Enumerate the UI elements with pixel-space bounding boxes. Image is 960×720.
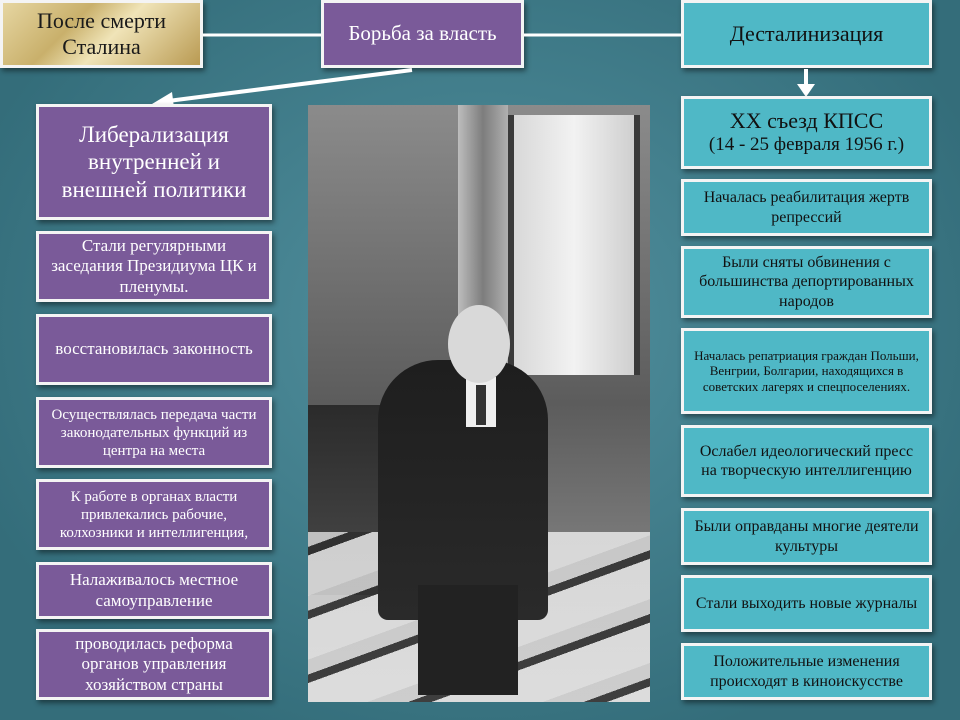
photo-figure-legs [418,585,518,695]
destalinization-box: Десталинизация [681,0,932,68]
right-item-7: Положительные изменения происходят в киноискусстве [681,643,932,700]
congress-dates: (14 - 25 февраля 1956 г.) [708,134,905,156]
photo-window [508,115,640,375]
left-item-4: К работе в органах власти привлекались рабочие, колхозники и интеллигенция, [36,479,272,550]
left-item-2: восстановилась законность [36,314,272,385]
right-item-2: Были сняты обвинения с большинства депортированных народов [681,246,932,318]
khrushchev-photo [308,105,650,702]
photo-figure-body [378,360,548,620]
right-item-1: Началась реабилитация жертв репрессий [681,179,932,236]
after-stalin-box: После смерти Сталина [0,0,203,68]
liberalization-title-box: Либерализация внутренней и внешней политики [36,104,272,220]
power-struggle-box: Борьба за власть [321,0,524,68]
right-item-3: Началась репатриация граждан Польши, Венгрии, Болгарии, находящихся в советских лагерях и спецпоселениях. [681,328,932,414]
right-item-5: Были оправданы многие деятели культуры [681,508,932,565]
congress-box [681,96,932,169]
right-item-6: Стали выходить новые журналы [681,575,932,632]
arrow-to-liberalization [168,70,412,101]
left-item-1: Стали регулярными заседания Президиума ЦК и пленумы. [36,231,272,302]
right-item-4: Ослабел идеологический пресс на творческую интеллигенцию [681,425,932,497]
photo-figure-tie [476,385,486,425]
left-item-3: Осуществлялась передача части законодательных функций из центра на места [36,397,272,468]
congress-title: XX съезд КПСС [729,107,884,133]
photo-figure-head [448,305,510,383]
left-item-6: проводилась реформа органов управления хозяйством страны [36,629,272,700]
left-item-5: Налаживалось местное самоуправление [36,562,272,619]
